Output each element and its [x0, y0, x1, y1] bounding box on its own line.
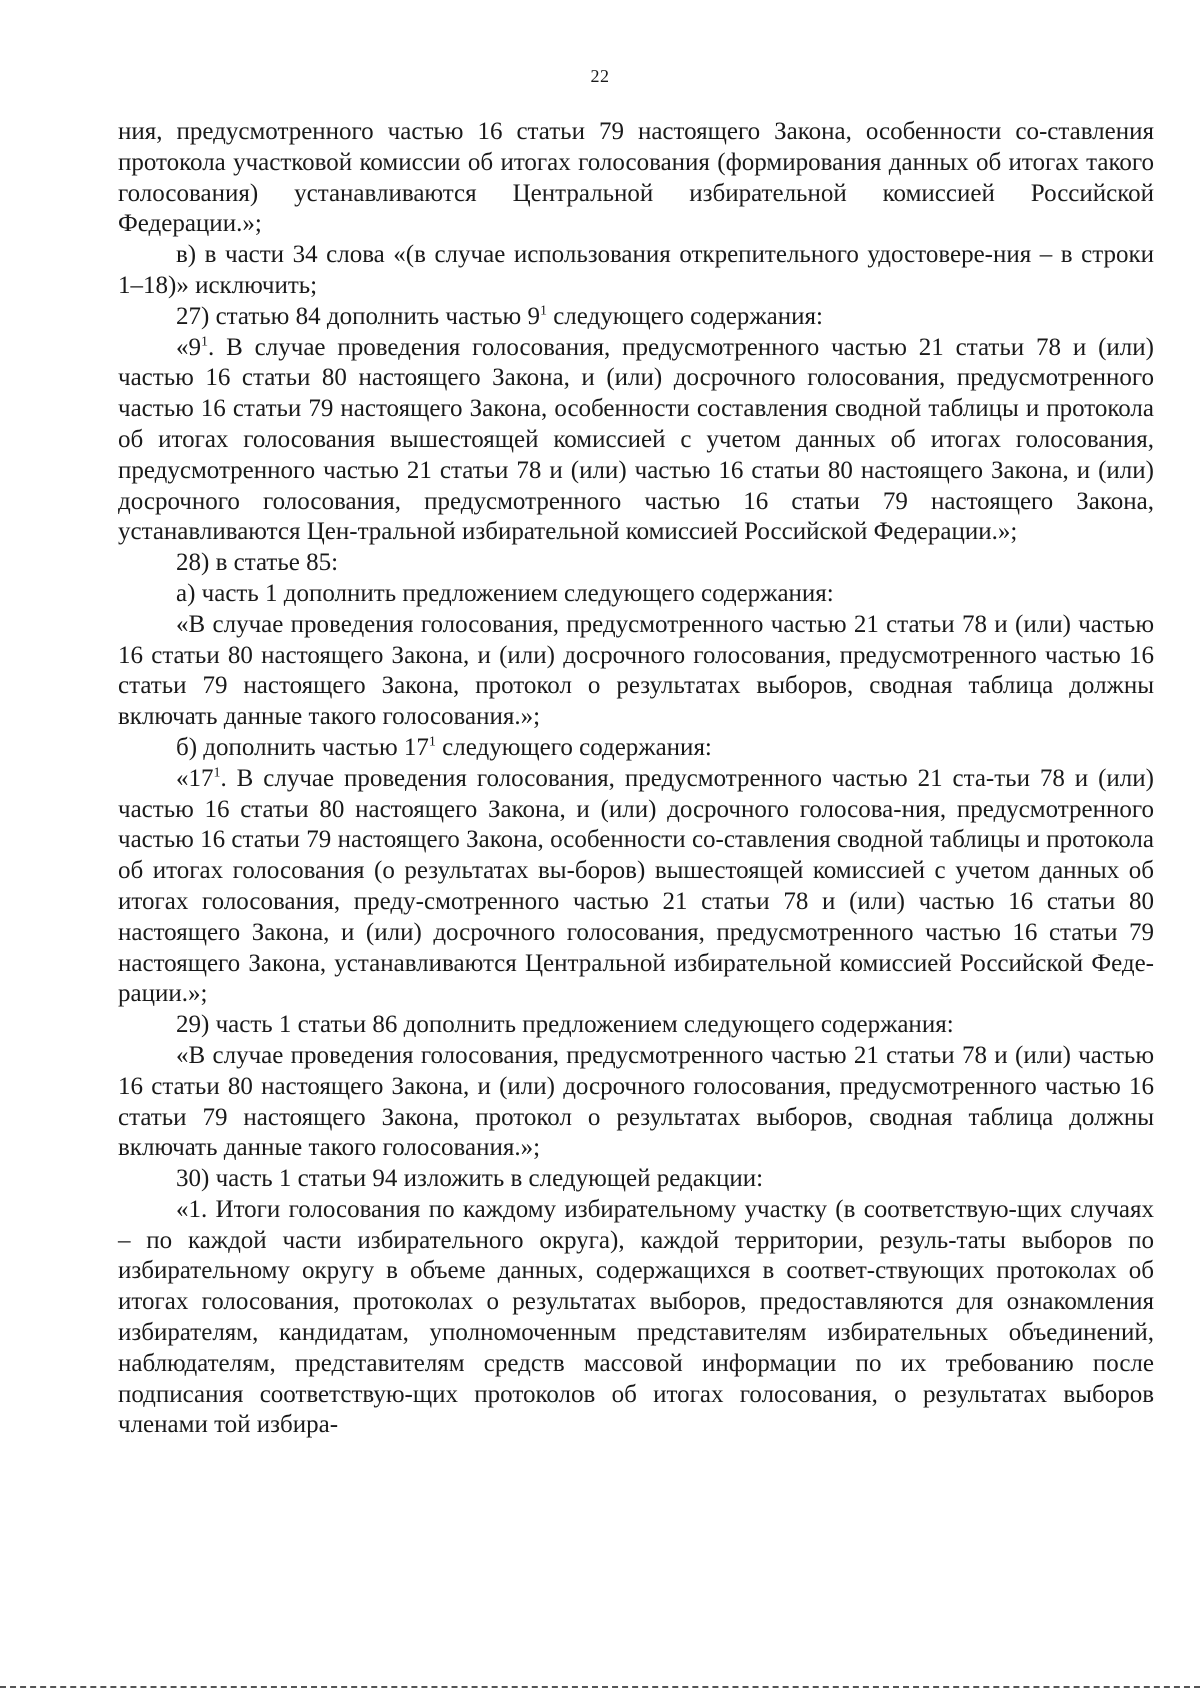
- paragraph-part-9-1: [118, 333, 1154, 549]
- superscript: 1: [201, 334, 208, 350]
- superscript: 1: [539, 303, 547, 319]
- paragraph-item-b: [118, 733, 1154, 764]
- paragraph-item-30: 30) часть 1 статьи 94 изложить в следующей редакции:: [176, 1165, 764, 1193]
- page-bottom-rule: [0, 1686, 1200, 1688]
- paragraph-item-28: 28) в статье 85:: [176, 549, 339, 577]
- paragraph-quote-85: «В случае проведения голосования, предусмотренного частью 21 статьи 78 и (или) частью 16 статьи 80 настоящего Закона, и (или) досрочного голосования, предусмотренного частью 16 статьи 79 настоящего Закона, протокол о результатах выборов, сводная таблица должны включать данные такого голосования.»;: [118, 610, 1154, 731]
- paragraph-item-29: 29) часть 1 статьи 86 дополнить предложением следующего содержания:: [176, 1011, 954, 1039]
- paragraph-text: «9: [176, 333, 201, 361]
- paragraph-item-v: в) в части 34 слова «(в случае использования открепительного удостовере-ния – в строки 1–18)» исключить;: [118, 241, 1154, 299]
- paragraph-item-a: а) часть 1 дополнить предложением следующего содержания:: [176, 579, 834, 607]
- paragraph-text: . В случае проведения голосования, предусмотренного частью 21 статьи 78 и (или) частью 16 статьи 80 настоящего Закона, и (или) досрочного голосования, предусмотренного частью 16 статьи 79 настоящего Закона, особенности составления сводной таблицы и протокола об итогах голосования вышестоящей комиссией с учетом данных об итогах голосования, предусмотренного частью 21 статьи 78 и (или) частью 16 статьи 80 настоящего Закона, и (или) досрочного голосования, предусмотренного частью 16 статьи 79 настоящего Закона, устанавливаются Цен-тральной избирательной комиссией Российской Федерации.»;: [118, 333, 1154, 546]
- paragraph-continuation: ния, предусмотренного частью 16 статьи 79 настоящего Закона, особенности со-ставления протокола участковой комиссии об итогах голосования (формирования данных об итогах такого голосования) устанавливаются Центральной избирательной комиссией Российской Федерации.»;: [118, 118, 1154, 238]
- paragraph-text: следующего содержания:: [546, 302, 823, 330]
- document-body: [118, 117, 1154, 1441]
- paragraph-item-27: [118, 302, 1154, 333]
- superscript: 1: [428, 734, 436, 750]
- paragraph-quote-94: «1. Итоги голосования по каждому избирательному участку (в соответствую-щих случаях – по каждой части избирательного округа), каждой территории, резуль-таты выборов по избирательному округу в объеме данных, содержащихся в соответ-ствующих протоколах об итогах голосования, протоколах о результатах выборов, предоставляются для ознакомления избирателям, кандидатам, уполномоченным представителям избирательных объединений, наблюдателям, представителям средств массовой информации по их требованию после подписания соответствую-щих протоколов об итогах голосования, о результатах выборов членами той избира-: [118, 1195, 1154, 1439]
- paragraph-part-17-1: [118, 764, 1154, 1010]
- page-number: 22: [590, 66, 610, 86]
- superscript: 1: [213, 765, 221, 781]
- paragraph-text: . В случае проведения голосования, предусмотренного частью 21 ста-тьи 78 и (или) частью 16 статьи 80 настоящего Закона, и (или) досрочного голосова-ния, предусмотренного частью 16 статьи 79 настоящего Закона, особенности со-ставления сводной таблицы и протокола об итогах голосования (о результатах вы-боров) вышестоящей комиссией с учетом данных об итогах голосования, преду-смотренного частью 21 статьи 78 и (или) частью 16 статьи 80 настоящего Закона, и (или) досрочного голосования, предусмотренного частью 16 статьи 79 настоящего Закона, устанавливаются Центральной избирательной комиссией Российской Феде-рации.»;: [118, 764, 1154, 1008]
- paragraph-text: следующего содержания:: [435, 733, 712, 761]
- paragraph-text: б) дополнить частью 17: [176, 733, 429, 761]
- paragraph-quote-86: «В случае проведения голосования, предусмотренного частью 21 статьи 78 и (или) частью 16 статьи 80 настоящего Закона, и (или) досрочного голосования, предусмотренного частью 16 статьи 79 настоящего Закона, протокол о результатах выборов, сводная таблица должны включать данные такого голосования.»;: [118, 1041, 1154, 1162]
- paragraph-text: «17: [176, 764, 214, 792]
- paragraph-text: 27) статью 84 дополнить частью 9: [176, 302, 540, 330]
